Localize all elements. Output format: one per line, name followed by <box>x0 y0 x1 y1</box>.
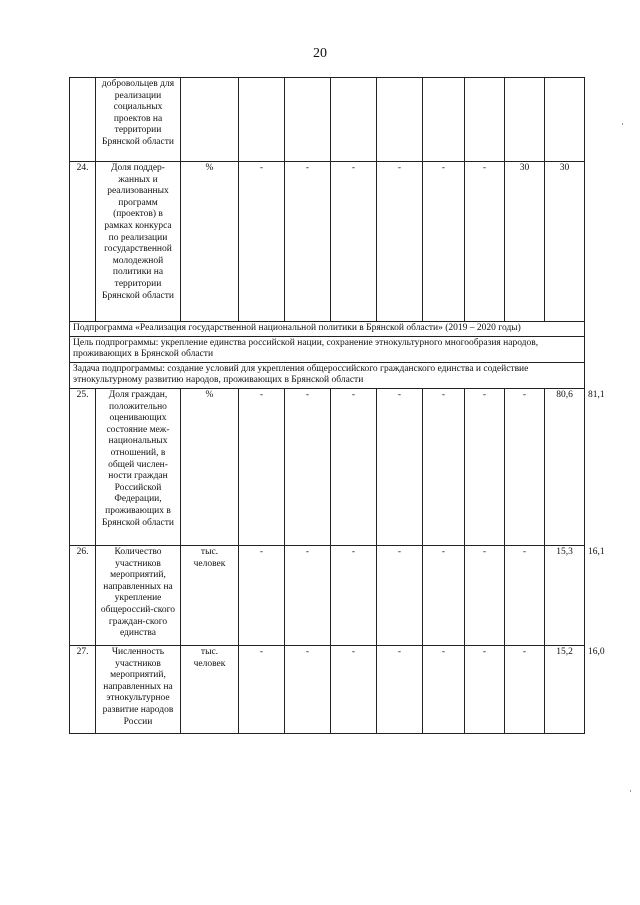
value-cell <box>285 78 331 162</box>
value-cell: - <box>465 388 505 545</box>
value-cell: - <box>331 645 377 733</box>
value-cell: - <box>423 545 465 645</box>
unit <box>181 78 239 162</box>
subprogram-title-row <box>70 322 585 337</box>
value-cell: 80,6 <box>545 388 585 545</box>
value-cell <box>465 78 505 162</box>
page-number: 20 <box>313 46 327 61</box>
value-cell <box>545 78 585 162</box>
table-row-24 <box>70 162 585 322</box>
subprogram-task: Задача подпрограммы: создание условий для укрепления общероссийского гражданского единства и содействие этнокультурному развитию народов, проживающих в Брянской области <box>70 362 585 388</box>
value-cell: - <box>377 388 423 545</box>
value-cell: - <box>285 545 331 645</box>
value-cell: - <box>505 645 545 733</box>
value-cell: - <box>239 545 285 645</box>
value-cell: 15,3 <box>545 545 585 645</box>
subprogram-goal: Цель подпрограммы: укрепление единства российской нации, сохранение этнокультурного многообразия народов, проживающих в Брянской области <box>70 336 585 362</box>
table-row-26: 26. Количество участников мероприятий, направленных на укрепление общероссий-ского граждан-ского единства тыс. человек - - - - - - - 15,3 16,1 <box>70 545 585 645</box>
scan-speck <box>630 790 631 792</box>
value-cell: - <box>239 162 285 322</box>
value-cell: - <box>423 388 465 545</box>
unit: % <box>181 162 239 322</box>
indicator-name: Количество участников мероприятий, направленных на укрепление общероссий-ского граждан-ского единства <box>96 545 181 645</box>
value-cell: 30 <box>505 162 545 322</box>
value-cell: - <box>505 545 545 645</box>
unit: % <box>181 388 239 545</box>
subprogram-goal-row <box>70 336 585 362</box>
value-cell: 15,2 <box>545 645 585 733</box>
indicator-name: Доля граждан, положительно оценивающих состояние меж-национальных отношений, в общей числен-ности граждан Российской Федерации, проживающих в Брянской области <box>96 388 181 545</box>
indicator-name: добровольцев для реализации социальных проектов на территории Брянской области <box>96 78 181 162</box>
row-number <box>70 78 96 162</box>
indicators-table <box>69 77 605 734</box>
value-cell: - <box>465 162 505 322</box>
value-cell: - <box>377 162 423 322</box>
unit: тыс. человек <box>181 545 239 645</box>
scan-speck <box>622 123 623 125</box>
value-cell <box>331 78 377 162</box>
row-number: 27. <box>70 645 96 733</box>
table-row-continuation <box>70 78 585 162</box>
value-cell: - <box>423 162 465 322</box>
value-cell: - <box>239 388 285 545</box>
value-cell: - <box>465 645 505 733</box>
value-cell <box>239 78 285 162</box>
value-cell: 30 <box>545 162 585 322</box>
value-cell: - <box>285 162 331 322</box>
row-number: 25. <box>70 388 96 545</box>
row-number: 24. <box>70 162 96 322</box>
value-cell: - <box>331 162 377 322</box>
value-cell: - <box>465 545 505 645</box>
value-cell: - <box>377 645 423 733</box>
value-cell: - <box>331 388 377 545</box>
value-cell: - <box>423 645 465 733</box>
value-cell: - <box>285 645 331 733</box>
row-number: 26. <box>70 545 96 645</box>
indicator-name: Доля поддер-жанных и реализованных программ (проектов) в рамках конкурса по реализации государственной молодежной политики на территории Брянской области <box>96 162 181 322</box>
value-cell: - <box>331 545 377 645</box>
value-cell: - <box>239 645 285 733</box>
value-cell <box>423 78 465 162</box>
value-cell <box>505 78 545 162</box>
subprogram-title: Подпрограмма «Реализация государственной национальной политики в Брянской области» (2019 – 2020 годы) <box>70 322 585 337</box>
indicator-name: Численность участников мероприятий, направленных на этнокультурное развитие народов России <box>96 645 181 733</box>
value-cell: - <box>285 388 331 545</box>
table-row-27: 27. Численность участников мероприятий, направленных на этнокультурное развитие народов России тыс. человек - - - - - - - 15,2 16,0 <box>70 645 585 733</box>
subprogram-task-row <box>70 362 585 388</box>
table-row-25: 25. Доля граждан, положительно оценивающих состояние меж-национальных отношений, в общей числен-ности граждан Российской Федерации, проживающих в Брянской области % - - - - - - - 80,6 81,1 <box>70 388 585 545</box>
unit: тыс. человек <box>181 645 239 733</box>
value-cell: - <box>505 388 545 545</box>
value-cell: - <box>377 545 423 645</box>
value-cell <box>377 78 423 162</box>
